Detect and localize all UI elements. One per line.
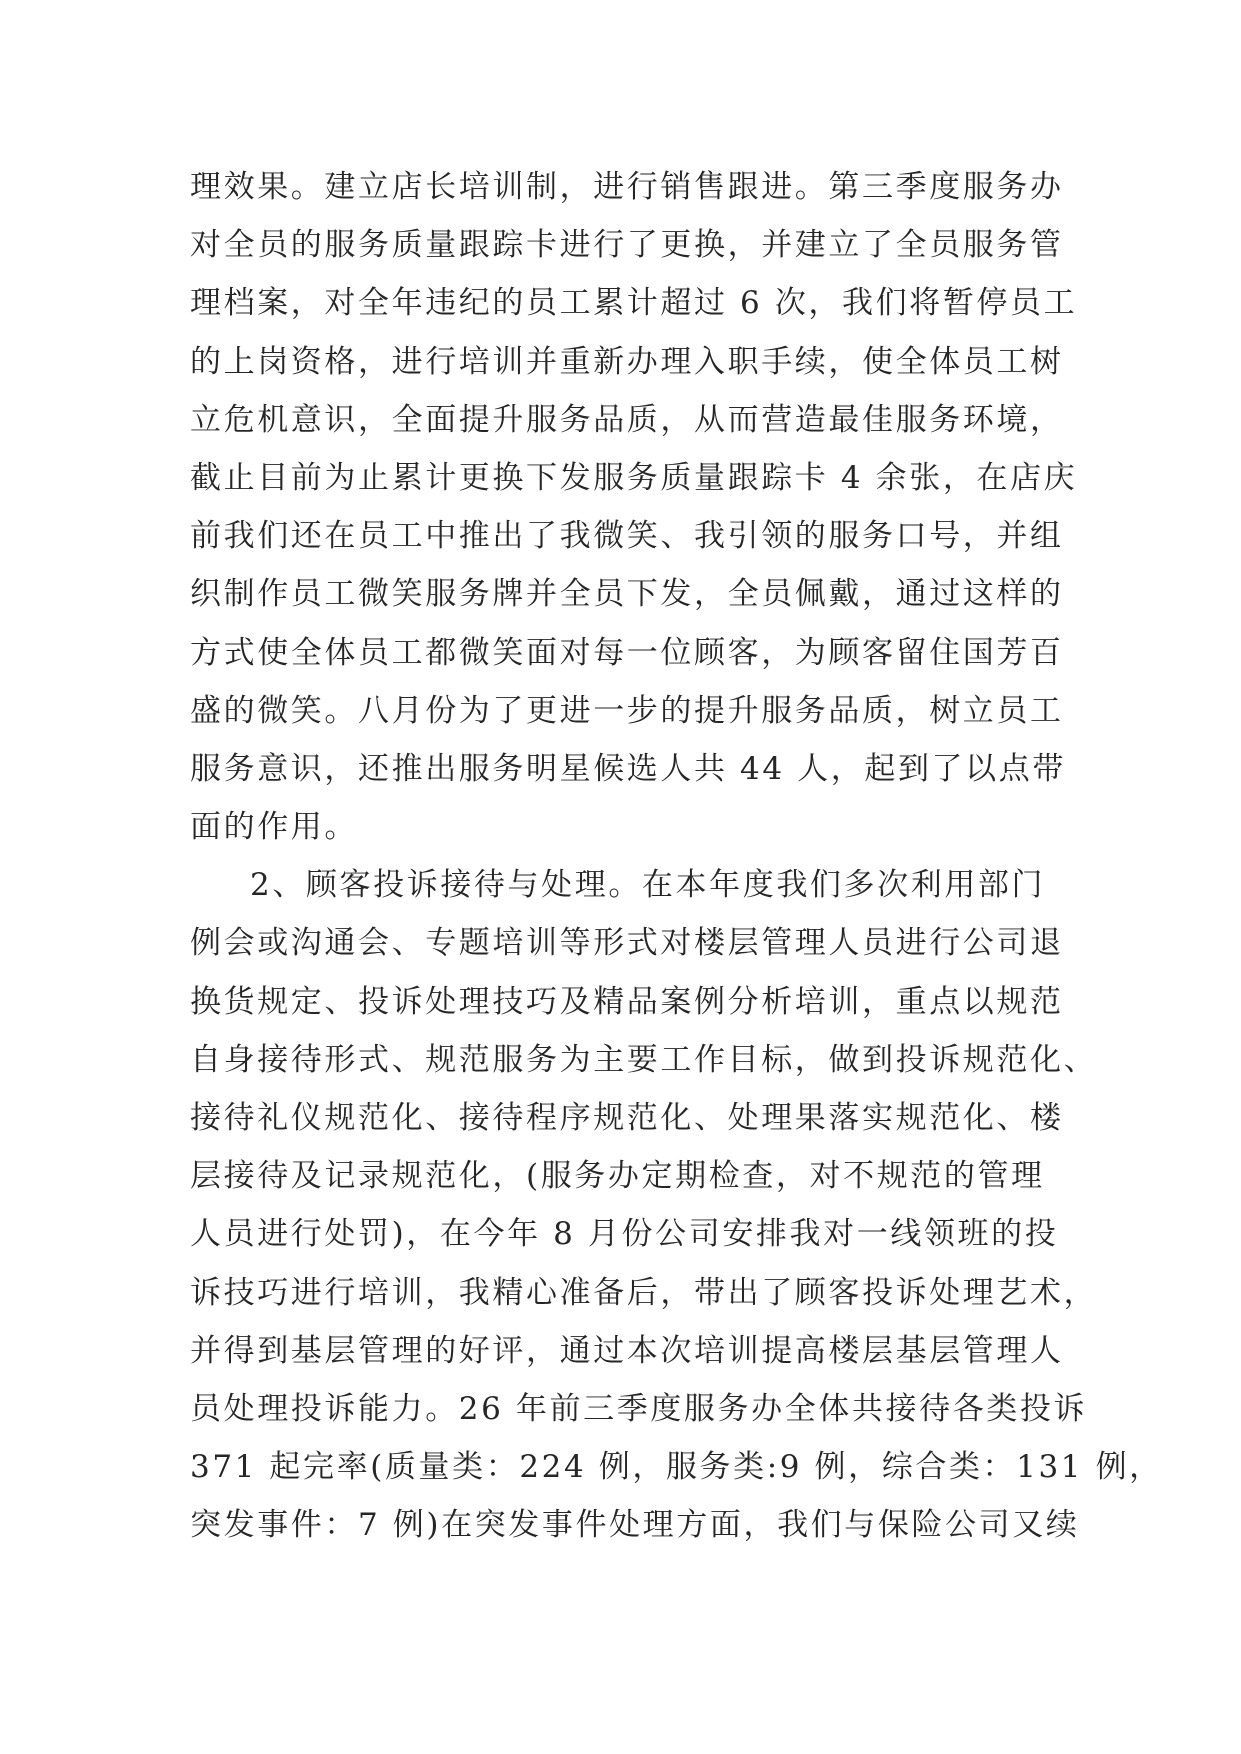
text-line: 诉技巧进行培训，我精心准备后，带出了顾客投诉处理艺术， [190, 1274, 1098, 1311]
text-line: 的上岗资格，进行培训并重新办理入职手续，使全体员工树 [190, 343, 1064, 380]
text-line: 织制作员工微笑服务牌并全员下发，全员佩戴，通过这样的 [190, 576, 1064, 613]
text-line: 方式使全体员工都微笑面对每一位顾客，为顾客留住国芳百 [190, 634, 1064, 671]
text-line: 例会或沟通会、专题培训等形式对楼层管理人员进行公司退 [190, 925, 1064, 962]
text-line: 人员进行处罚)，在今年 8 月份公司安排我对一线领班的投 [190, 1216, 1059, 1253]
text-line: 立危机意识，全面提升服务品质，从而营造最佳服务环境， [190, 401, 1064, 438]
text-line: 理效果。建立店长培训制，进行销售跟进。第三季度服务办 [190, 169, 1064, 205]
text-line: 对全员的服务质量跟踪卡进行了更换，并建立了全员服务管 [190, 227, 1064, 264]
text-line: 换货规定、投诉处理技巧及精品案例分析培训，重点以规范 [190, 983, 1064, 1020]
text-line: 服务意识，还推出服务明星候选人共 44 人，起到了以点带 [190, 750, 1066, 787]
text-line: 层接待及记录规范化，(服务办定期检查，对不规范的管理 [190, 1158, 1045, 1195]
text-line: 突发事件：7 例)在突发事件处理方面，我们与保险公司又续 [190, 1507, 1080, 1544]
text-line: 并得到基层管理的好评，通过本次培训提高楼层基层管理人 [190, 1332, 1064, 1369]
text-line: 理档案，对全年违纪的员工累计超过 6 次，我们将暂停员工 [190, 285, 1078, 322]
text-line: 员处理投诉能力。26 年前三季度服务办全体共接待各类投诉 [190, 1390, 1088, 1427]
text-line: 371 起完率(质量类：224 例，服务类:9 例，综合类：131 例， [190, 1449, 1163, 1486]
text-line: 盛的微笑。八月份为了更进一步的提升服务品质，树立员工 [190, 692, 1064, 729]
text-line: 前我们还在员工中推出了我微笑、我引领的服务口号，并组 [190, 518, 1064, 555]
text-line: 面的作用。 [190, 809, 358, 846]
text-line: 截止目前为止累计更换下发服务质量跟踪卡 4 余张，在店庆 [190, 459, 1078, 496]
paragraph-start-line: 2、顾客投诉接待与处理。在本年度我们多次利用部门 [250, 867, 1046, 904]
body-text [190, 158, 1163, 1555]
text-line: 接待礼仪规范化、接待程序规范化、处理果落实规范化、楼 [190, 1100, 1064, 1136]
text-line: 自身接待形式、规范服务为主要工作目标，做到投诉规范化、 [190, 1041, 1098, 1078]
